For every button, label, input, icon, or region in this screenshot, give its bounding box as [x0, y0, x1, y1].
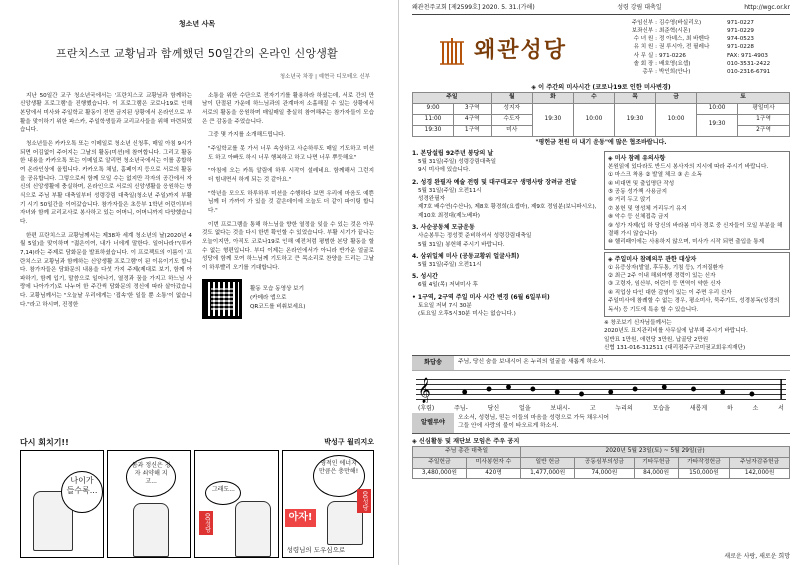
comic-panel-1 [20, 450, 104, 558]
speech-bubble: 영적인 에너지 만큼은 충만해! [313, 455, 365, 497]
comic-title: 다시 회치기!! [20, 438, 69, 447]
staff-row [617, 52, 790, 60]
list-item: ② 최근 2주 이내 해외여행 경력이 있는 신자 [608, 273, 716, 280]
speech-bubble: 그래도... [205, 481, 241, 505]
table-header-cell: 금 [656, 93, 697, 104]
staff-k: 유 치 원 : [633, 44, 657, 51]
table-header-row [413, 93, 790, 104]
character-figure [133, 503, 169, 557]
comic-caption: 성령님의 도우심으로 [286, 546, 346, 555]
website-link[interactable]: http://wgc.or.kr [744, 4, 790, 11]
table-cell: 19:30 [697, 115, 738, 137]
table-cell: 150,000원 [678, 468, 730, 479]
lyric-syllable: 모습을 [652, 404, 670, 412]
staff-row [617, 43, 790, 51]
table-cell: 평일미사 [738, 104, 790, 115]
table-cell: 19:30 [614, 104, 655, 136]
psalm-row [412, 356, 790, 371]
notice-text: 사순봉투는 정성껏 준비하셔서 성령강림대축일 5월 31일) 봉헌해 주시기 바랍니다. [418, 233, 532, 248]
staff-row [617, 27, 790, 35]
staff-p: FAX: 971-4903 [727, 52, 768, 59]
article-column-1 [20, 92, 192, 319]
table-cell: 성지자 [491, 104, 532, 115]
table-header-cell: 가타작정헌금 [678, 457, 730, 468]
lyric-syllable: 소 [752, 404, 759, 412]
table-header-cell: 미사봉헌자 수 [466, 457, 520, 468]
paragraph: 지난 50일간 교구 청소년국에서는 '프란치스코 교황님과 함께하는 신앙생활 프로그램'을 진행했습니다. 이 프로그램은 코로나19로 인해 본당에서 미사와 주일학교 활동이 전면 금지된 상황에서 온라인으로 부활을 맞이하기 위한 파스카, 주일학생들과 교리교사들을 위해 마련되었습니다. [20, 92, 192, 134]
staff-v: 박인희(안나) [659, 68, 691, 75]
notice-text: 토요일 저녁 7시 30분 (토요일 오후5시30분 미사는 없습니다.) [418, 302, 516, 318]
comic-panel-3 [194, 450, 278, 558]
table-cell: 3,480,000원 [413, 468, 467, 479]
logo [412, 19, 617, 83]
music-staff [416, 373, 786, 403]
cheer-sign: 아자! [285, 509, 317, 527]
staff-p: 971-0227 [727, 20, 754, 27]
notice-heading: 1. 본당설립 92주년 봉당의 날 [412, 149, 494, 157]
church-logo-icon [438, 36, 466, 66]
table-cell: 1구역 [738, 115, 790, 126]
notice-text: 5월 31일(주일) 성령강림대축일 9시 미사에 있습니다. [418, 158, 497, 174]
notice-heading: 5. 성시간 [412, 273, 438, 281]
table-header-cell: 수 [573, 93, 614, 104]
list-item: ⑧ 악수 등 신체접촉 금지 [608, 214, 669, 221]
lyric-syllable: 하 [726, 404, 733, 412]
dispensation-list [608, 264, 786, 314]
slogan: "평헌금 천원 더 내기 운동"에 많은 협조바랍니다. [535, 138, 667, 146]
table-cell: 1,477,000원 [521, 468, 575, 479]
lyric-syllable: 당신 [487, 404, 500, 412]
staff-p: 010-3531-2422 [727, 60, 771, 67]
table-row [413, 447, 790, 458]
comic-strip [20, 438, 374, 560]
staff-p: 971-0228 [727, 44, 754, 51]
alleluia-text: 오소서, 성령님, 믿는 이들의 마음을 성령으로 가득 채우시어 그들 안에 사랑의 불이 타오르게 하소서. [458, 415, 609, 429]
staff-v: 971-0226 [659, 52, 686, 59]
article-body [20, 92, 374, 319]
mass-guidelines [604, 149, 790, 353]
list-item: ④ 비대면 및 출입명단 작성 [608, 180, 675, 187]
staff-k: 수 녀 원 : [633, 36, 657, 43]
guideline-box [604, 151, 790, 250]
logo-text: 왜관성당 [474, 37, 568, 64]
staff-k: 사 무 실 : [633, 52, 657, 59]
notice-item [412, 293, 598, 319]
notice-item [412, 252, 598, 269]
finance-title: ◈ 신심활동 및 재단보 모임은 주우 공지 [412, 437, 520, 445]
table-cell: 미사 [491, 125, 532, 136]
staff-directory [617, 19, 790, 83]
notice-item [412, 223, 598, 249]
list-item: 본원읽에 있다라도 반드시 봉사자의 지시에 따라 주시기 바랍니다. [608, 163, 769, 170]
alleluia-row [412, 413, 790, 433]
notice-heading: 4. 삼위일체 미사 (공동교황위 얼굴사회) [412, 252, 520, 260]
table-header-cell: 주님자감쥬헌금 [730, 457, 790, 468]
table-row [413, 104, 790, 115]
cemetery-notice: ※ 창조보기 신자님들께서는 2020년도 묘지관리비를 사무실에 납부해 주시기 바랍니다. 일반묘 1만원, 애련당 3만원, 납골당 2만원 신협 131-016-312511 (대리점주구코미권교회유지재단) [604, 320, 748, 352]
list-item: ① 마스크 착용 ② 발열 체크 ③ 손 소독 [608, 172, 703, 179]
guideline-list [608, 163, 786, 247]
table-cell: 수도자 [491, 115, 532, 126]
table-header-cell: 화 [532, 93, 573, 104]
notice-heading: 3. 사순공동체 모금운동 [412, 224, 475, 232]
music-notes-icon [416, 373, 786, 403]
qr-caption-line: (카메라 앱으로 [250, 295, 287, 302]
dispensation-title: ◈ 주일미사 참례의무 관한 대상자 [608, 255, 697, 263]
church-flag: 00성당 [357, 489, 371, 513]
psalm-lyrics [412, 405, 790, 413]
paragraph: 청소년들은 카카오톡 또는 이메일로 청소년 신청후, 매일 아침 9시가 되면 어김없이 주어지는 그날의 활동(미션)에 참여합니다. 그리고 활동한 내용을 카카오톡 또는 이메일로 알리면 청소년국에서는 이를 종합하여 온라인상에 올립니다. 카카오톡 채널, 홈페이지 등으로 서로의 활동을 공유합니다. 그렇으로써 함께 모일 수는 없지만 각자의 공간에서 자신의 신앙생활에 충실하며, 온라인으로 서로의 신앙생활을 응원하는 방식으로 주님 부활 대축일부터 성령강림 대축일(청소년 주일)까지 부활기 시기 50일간을 이어갔습니다. 참가자들은 초등부 1학년 어린이부터 자녀와 함께 교리교사로 봉사하고 있는 어머니, 어머니까지 다양했습니다. [20, 140, 192, 225]
notice-heading: 2. 성경 완필자 예술 전령 및 대구대교구 생명사랑 장려금 전달 [412, 178, 577, 186]
table-cell: 1구역 [454, 125, 492, 136]
comic-header [20, 438, 374, 448]
lyric-syllable: 새롭게 [689, 404, 708, 412]
table-cell: 10:00 [573, 104, 614, 136]
right-page [404, 0, 800, 565]
staff-k: 총무 : [642, 68, 657, 75]
notice-heading: • 1구역, 2구역 주일 미사 시간 변경 (6월 6일부터) [412, 293, 550, 301]
staff-k: 보좌신부 : [631, 28, 657, 35]
table-header-cell: 주일헌금 [413, 457, 467, 468]
paragraph: 그중 몇 가지를 소개해드립니다. [208, 132, 286, 139]
list-item: ① 유증상자(발열, 후두통, 기침 등), 기저질환자 [608, 264, 724, 271]
character-figure [235, 501, 271, 557]
speech-bubble: 몸과 정신은 청자 쇠약해 지고... [126, 457, 176, 497]
staff-row [617, 19, 790, 27]
staff-v: 배호영(요셉) [659, 60, 691, 67]
table-header-cell: 일반 헌금 [521, 457, 575, 468]
article-title: 프란치스코 교황님과 함께했던 50일간의 온라인 신앙생활 [56, 47, 338, 61]
finance-table [412, 446, 790, 479]
notices [412, 149, 790, 353]
table-cell: 420명 [466, 468, 520, 479]
lyric-syllable: 누리의 [615, 404, 633, 412]
lyric-syllable: 고 [589, 404, 596, 412]
qr-code[interactable] [202, 279, 242, 319]
table-cell: 주님 총관 대축일 [413, 447, 521, 458]
dispensation-box [604, 252, 790, 317]
svg-text:𝄞: 𝄞 [417, 377, 431, 403]
staff-row [617, 60, 790, 68]
feast-name: 성령 강림 대축일 [617, 4, 662, 11]
table-header-cell: 토 [697, 93, 790, 104]
table-header-cell: 기타두헌금 [634, 457, 678, 468]
table-row [413, 468, 790, 479]
psalm-text: 주님, 당신 숨을 보내시어 온 누리의 얼굴을 새롭게 하소서. [458, 358, 606, 365]
staff-p: 010-2316-6791 [727, 68, 771, 75]
table-row [413, 457, 790, 468]
table-cell: 19:30 [532, 104, 573, 136]
staff-k: 솔 회 장 : [633, 60, 657, 67]
notice-item [412, 272, 598, 289]
notice-text: 6월 4일(목) 저녁미사 후 [418, 282, 479, 289]
table-header-cell: 주일 [413, 93, 492, 104]
table-cell: 4구역 [454, 115, 492, 126]
masthead [412, 19, 790, 83]
comic-panel-4 [282, 450, 374, 558]
staff-v: 최준혁(시몬) [659, 28, 691, 35]
psalm-label: 화답송 [412, 356, 454, 370]
article-author: 청소년국 차장 | 예현극 디모테오 신부 [279, 74, 370, 81]
paragraph: 한편 프란치스코 교황님께서는 제38차 세계 청소년의 날(2020년 4월 5일)을 맞이하며 "젊은이여, 내가 너에게 말한다. 일어나라!"(루카 7,14)라는 주제로 담화문을 발표하셨습니다. 이 프로젝트의 이름이 '프란치스코 교황님과 함께하는 신앙생활 프로그램'이 된 이유이기도 합니다. 참가자들은 담화문의 내용을 다섯 가지 주제(제대로 보기, 함께 아파하기, 함께 입기, 말씀으로 일어나기, 열정과 꿈을 가지고 하느님 사랑에 나아가기)로 나누어 한 주간씩 담화문의 정신에 따라 살아갔습니다. 교황님께서는 "오늘날 우리에게는 '접속'한 일들 뿐 소통'이 없습니다."라고 하시며, 진정한 [20, 232, 192, 308]
notice-text: 5월 31일(주일) 오전11시 성경완필자 제7호 배수연(수산나), 제8호 황경희(요셉마), 제9호 정임분(보니파시오), 제10호 최정대(제노베파) [418, 187, 597, 219]
qr-caption-line: QR코드를 비춰보세요) [250, 303, 306, 310]
quote: "주일학교를 못 가서 너무 속상하고 사순하루도 매일 기도하고 미션도 하고 아빠도 하시 너무 행복하고 하고 나면 너무 뿌듯해요" [208, 145, 374, 161]
comic-panel-2 [107, 450, 191, 558]
footer-motto: 새로운 사랑, 새로운 희망 [724, 552, 790, 560]
notice-item [412, 149, 598, 175]
list-item: ⑥ 거리 두고 앉기 [608, 197, 651, 204]
staff-row [617, 35, 790, 43]
mass-schedule-title: ◈ 이 주간의 미사시간 (코로나19로 인한 미사변경) [531, 84, 671, 92]
table-cell: 2020년 5월 23일(토) ~ 5월 29일(금) [521, 447, 790, 458]
staff-row [617, 68, 790, 76]
section-title: 청소년 사목 [178, 20, 216, 28]
quote: "아침에 오는 카톡 알림에 하루 시작이 설레네요. 함께해서 그런지 더 힘내면서 하게 되는 것 같아요." [208, 168, 374, 183]
issue-info: 왜관천주교회 [제2599호] 2020. 5. 31.(가해) [412, 4, 535, 11]
table-header-cell: 공동심부의성금 [575, 457, 635, 468]
lyric-syllable: 주님- [454, 404, 468, 412]
table-cell: 9:00 [413, 104, 454, 115]
list-item: ⑩ 헬리패이에는 사용하지 않으며, 미사가 시작 되면 출입을 통제 [608, 239, 765, 246]
list-item: ③ 고령자, 임산부, 어린이 등 면역이 약한 신자 [608, 281, 721, 288]
table-cell: 3구역 [454, 104, 492, 115]
qr-caption-line: 활동 모습 동영상 보기 [250, 286, 304, 293]
table-cell: 10:00 [697, 104, 738, 115]
notice-text: 5월 31일(주일) 오전11시 [418, 261, 482, 268]
church-flag: 00성당 [199, 511, 213, 535]
table-cell: 10:00 [656, 104, 697, 136]
music-score [412, 373, 790, 413]
list-item: ⑦ 봉헌 및 영성체 거리두기 유지 [608, 205, 687, 212]
speech-bubble: 나이가 들수록... [61, 471, 103, 513]
notice-item [412, 178, 598, 221]
paragraph: 이번 프로그램을 통해 하느님을 향한 열정을 잊을 수 있는 것은 아무것도 없다는 것을 다시 한번 확인할 수 있었습니다. 부활 시기가 끝나는 오늘이지만, 아직도 코로나19로 인해 예전처럼 평범한 본당 활동을 할 수 없는 형편입니다. 부디 이제는 온라인에서가 아니라 반가운 얼굴로 성당에 함께 모여 하느님께 기도하고 큰 목소리로 찬양을 드리는 그날이 하루빨리 오기를 기대합니다. [202, 221, 374, 271]
table-header-cell: 목 [614, 93, 655, 104]
psalm-section [412, 355, 790, 434]
comic-author: 박성구 월리지오 [324, 438, 374, 446]
list-item: ④ 직업상 다인 대한 감염이 있는 이 주면 우리 신자 [608, 289, 732, 296]
table-header-cell: 월 [491, 93, 532, 104]
qr-section [202, 279, 374, 319]
alleluia-label: 알렐루야 [412, 413, 454, 433]
article-column-2 [202, 92, 374, 319]
lyric-syllable: 보내시- [550, 404, 570, 412]
list-item: 주일미사에 참례할 수 없는 경우, 평소미사, 묵주기도, 성경봉독(성경의 독서) 등 기도에 특송 할 수 있습니다. [608, 298, 780, 313]
lyric-syllable: 서 [778, 404, 784, 412]
bulletin-header [412, 4, 790, 15]
guideline-title: ◈ 미사 참례 유의사항 [608, 154, 666, 162]
table-cell: 2구역 [738, 125, 790, 136]
table-cell: 142,000원 [730, 468, 790, 479]
parish-notices [412, 149, 598, 353]
staff-v: 정 아녜스, 최 바벤다 [659, 36, 710, 43]
table-cell: 11:00 [413, 115, 454, 126]
lyric-syllable: 얼을 [519, 404, 531, 412]
list-item: ⑨ 성가 자제(입 하 당신의 바라봄 미사 경로 중 신자들이 모일 부분을 해결해 가시 않습니다) [608, 222, 783, 237]
table-cell: 84,000원 [634, 468, 678, 479]
comic-panels [20, 450, 374, 558]
lyric-syllable: (후렴) [418, 404, 435, 412]
staff-v: 권 루시아, 전 필레나 [659, 44, 710, 51]
quote: "학년을 모으도 하루하루 미션을 수행하다 보면 우리에 마음도 예쁜님께 더 가까이 가 있을 것 같은데이에 오늘도 더 같이 파이팅 합니다." [208, 190, 374, 214]
paragraph: 소통을 위한 수단으로 전자기기를 활용하라 하셨는데, 서로 간의 만남이 단절된 가운데 하느님과의 관계마저 소홀해질 수 있는 상황에서 서로의 활동을 응원하며 매일매일 충실히 참여해주는 참가자들이 모습은 큰 감동을 주었습니다. [202, 92, 374, 125]
staff-p: 974-0523 [727, 36, 754, 43]
qr-caption [250, 285, 305, 312]
table-cell: 19:30 [413, 125, 454, 136]
staff-v: 김수영(바실리오) [659, 20, 702, 27]
staff-p: 971-0229 [727, 28, 754, 35]
mass-schedule-table [412, 92, 790, 136]
page-divider [398, 0, 399, 565]
table-cell: 74,000원 [575, 468, 635, 479]
staff-k: 주임신부 : [631, 20, 657, 27]
list-item: ⑤ 공동 성가책 사용금지 [608, 188, 667, 195]
